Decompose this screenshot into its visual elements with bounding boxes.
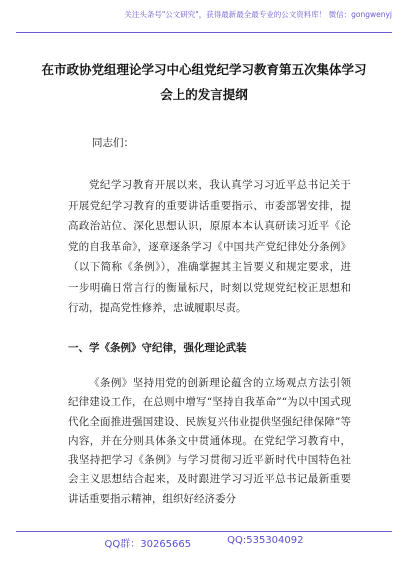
- footer-qq: QQ:535304092: [227, 535, 304, 546]
- footer: [0, 535, 408, 550]
- header-divider: [16, 32, 392, 33]
- paragraph-body: 《条例》坚持用党的创新理论蕴含的立场观点方法引领纪律建设工作，在总则中增写“坚持自我革命”“为以中国式现代化全面推进强国建设、民族复兴伟业提供坚强纪律保障”等内容，并在分则具体条文中贯通体现。在党纪学习教育中，我坚持把学习《条例》与学习贯彻习近平新时代中国特色社会主义思想结合起来，及时跟进学习习近平总书记最新重要讲话重要指示精神，组织好经济委分: [68, 377, 351, 505]
- header-note: 关注头条号"公文研究"，获得最新最全最专业的公文资料库！ 微信：gongwenyj: [124, 10, 392, 19]
- section-heading: 一、学《条例》守纪律，强化理论武装: [68, 342, 247, 354]
- footer-qq-group: QQ群：30265665: [104, 539, 192, 550]
- paragraph-intro: 党纪学习教育开展以来，我认真学习习近平总书记关于开展党纪学习教育的重要讲话重要指示、市委部署安排，提高政治站位、深化思想认识，原原本本认真研读习近平《论党的自我革命》，逐章逐条学习《中国共产党纪律处分条例》（以下简称《条例》），准确掌握其主旨要义和规定要求，进一步明确日常言行的衡量标尺，时刻以党规党纪校正思想和行动，提高党性修养，忠诚履职尽责。: [68, 179, 351, 314]
- salutation: 同志们：: [92, 137, 134, 149]
- document-title: 在市政协党组理论学习中心组党纪学习教育第五次集体学习会上的发言提纲: [41, 62, 367, 102]
- footer-divider: [16, 531, 392, 532]
